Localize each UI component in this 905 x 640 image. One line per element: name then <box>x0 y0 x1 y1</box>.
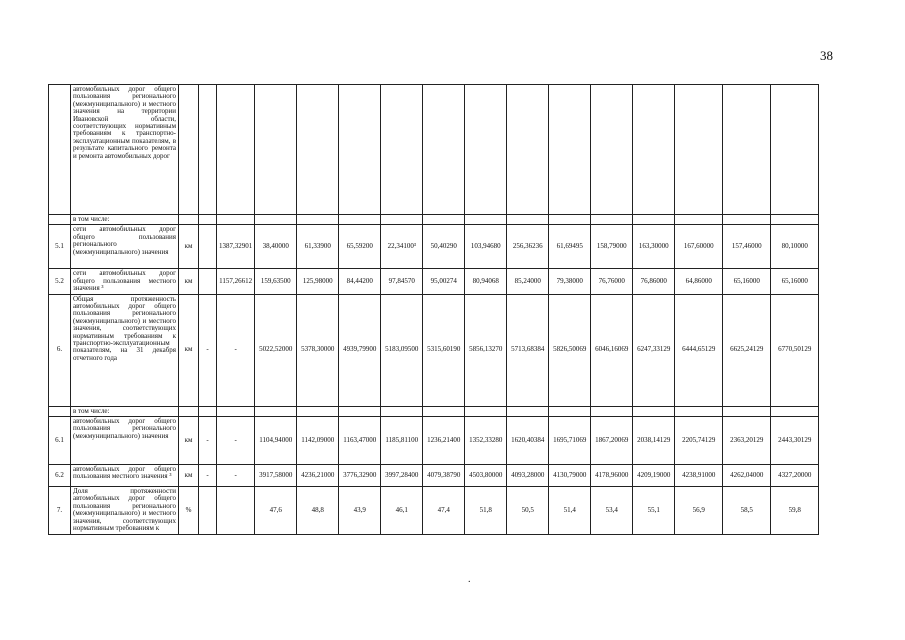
year-value-cell: 1163,47000 <box>339 417 381 465</box>
unit-cell: км <box>179 465 199 487</box>
row-number-cell: 7. <box>49 487 71 535</box>
year-value-cell: 157,46000 <box>723 225 771 269</box>
year-value-cell <box>633 215 675 225</box>
base-year-value-cell: - <box>217 417 255 465</box>
year-value-cell <box>675 406 723 416</box>
unit-cell: км <box>179 294 199 406</box>
year-value-cell: 80,10000 <box>771 225 819 269</box>
indicator-name-cell: автомобильных дорог общего пользования регионального (межмуниципального) и местного значения на территории Ивановской области, соответствующих нормативным требованиям к транспортно-эксплуатационным показателям, в результате капитального ремонта и ремонта автомобильных дорог <box>71 85 179 215</box>
year-value-cell: 64,86000 <box>675 269 723 294</box>
year-value-cell: 80,94068 <box>465 269 507 294</box>
year-value-cell: 4262,04000 <box>723 465 771 487</box>
year-value-cell: 1620,40384 <box>507 417 549 465</box>
year-value-cell: 47,6 <box>255 487 297 535</box>
unit-cell <box>179 406 199 416</box>
year-value-cell: 167,60000 <box>675 225 723 269</box>
base-value-cell <box>199 406 217 416</box>
year-value-cell <box>381 215 423 225</box>
indicator-name-cell: в том числе: <box>71 406 179 416</box>
base-value-cell: - <box>199 417 217 465</box>
base-year-value-cell: 1157,26612 <box>217 269 255 294</box>
year-value-cell <box>723 406 771 416</box>
year-value-cell: 4209,19000 <box>633 465 675 487</box>
indicator-name-cell: в том числе: <box>71 215 179 225</box>
base-value-cell: - <box>199 465 217 487</box>
year-value-cell: 5378,30000 <box>297 294 339 406</box>
base-year-value-cell <box>217 406 255 416</box>
year-value-cell: 4178,96000 <box>591 465 633 487</box>
year-value-cell <box>255 406 297 416</box>
year-value-cell: 61,69495 <box>549 225 591 269</box>
base-year-value-cell <box>217 487 255 535</box>
row-number-cell: 5.1 <box>49 225 71 269</box>
year-value-cell: 2443,30129 <box>771 417 819 465</box>
year-value-cell: 4238,91000 <box>675 465 723 487</box>
year-value-cell <box>633 85 675 215</box>
year-value-cell <box>771 406 819 416</box>
table-row <box>49 85 819 215</box>
year-value-cell: 5183,09500 <box>381 294 423 406</box>
year-value-cell: 5856,13270 <box>465 294 507 406</box>
year-value-cell <box>423 85 465 215</box>
year-value-cell <box>723 85 771 215</box>
year-value-cell: 163,30000 <box>633 225 675 269</box>
table-row <box>49 487 819 535</box>
year-value-cell: 43,9 <box>339 487 381 535</box>
year-value-cell: 76,86000 <box>633 269 675 294</box>
year-value-cell <box>423 406 465 416</box>
row-number-cell <box>49 215 71 225</box>
unit-cell <box>179 85 199 215</box>
table-row <box>49 269 819 294</box>
year-value-cell: 55,1 <box>633 487 675 535</box>
indicator-name-cell: автомобильных дорог общего пользования местного значения ³ <box>71 465 179 487</box>
row-number-cell <box>49 406 71 416</box>
year-value-cell <box>339 215 381 225</box>
year-value-cell <box>549 215 591 225</box>
year-value-cell: 3997,28400 <box>381 465 423 487</box>
indicator-name-cell: Общая протяженность автомобильных дорог общего пользования регионального (межмуниципального) и местного значения, соответствующих нормативным требованиям к транспортно-эксплуатационным показателям, на 31 декабря отчетного года <box>71 294 179 406</box>
unit-cell: % <box>179 487 199 535</box>
year-value-cell: 5826,50069 <box>549 294 591 406</box>
year-value-cell: 51,8 <box>465 487 507 535</box>
year-value-cell: 1104,94000 <box>255 417 297 465</box>
year-value-cell: 4939,79900 <box>339 294 381 406</box>
year-value-cell <box>339 85 381 215</box>
base-value-cell: - <box>199 294 217 406</box>
year-value-cell <box>591 215 633 225</box>
row-number-cell: 6. <box>49 294 71 406</box>
year-value-cell: 65,16000 <box>723 269 771 294</box>
year-value-cell <box>297 85 339 215</box>
row-number-cell <box>49 85 71 215</box>
page-number: 38 <box>820 48 833 63</box>
year-value-cell <box>465 85 507 215</box>
unit-cell: км <box>179 417 199 465</box>
year-value-cell: 4503,80000 <box>465 465 507 487</box>
year-value-cell: 50,5 <box>507 487 549 535</box>
year-value-cell <box>297 406 339 416</box>
year-value-cell: 125,98000 <box>297 269 339 294</box>
table-row <box>49 225 819 269</box>
year-value-cell: 103,94680 <box>465 225 507 269</box>
year-value-cell: 50,40290 <box>423 225 465 269</box>
year-value-cell <box>465 406 507 416</box>
year-value-cell: 85,24000 <box>507 269 549 294</box>
year-value-cell: 5713,68384 <box>507 294 549 406</box>
year-value-cell: 46,1 <box>381 487 423 535</box>
year-value-cell <box>771 215 819 225</box>
year-value-cell: 1185,81100 <box>381 417 423 465</box>
year-value-cell <box>423 215 465 225</box>
year-value-cell: 6046,16069 <box>591 294 633 406</box>
year-value-cell: 1867,20069 <box>591 417 633 465</box>
year-value-cell: 2205,74129 <box>675 417 723 465</box>
table-row <box>49 406 819 416</box>
base-year-value-cell <box>217 215 255 225</box>
indicator-name-cell: автомобильных дорог общего пользования регионального (межмуниципального) значения <box>71 417 179 465</box>
year-value-cell <box>507 406 549 416</box>
base-value-cell <box>199 487 217 535</box>
table-row <box>49 465 819 487</box>
base-year-value-cell: 1387,32901 <box>217 225 255 269</box>
year-value-cell: 61,33900 <box>297 225 339 269</box>
year-value-cell <box>771 85 819 215</box>
year-value-cell: 76,76000 <box>591 269 633 294</box>
year-value-cell: 84,44200 <box>339 269 381 294</box>
year-value-cell: 65,16000 <box>771 269 819 294</box>
year-value-cell: 48,8 <box>297 487 339 535</box>
year-value-cell: 4093,28000 <box>507 465 549 487</box>
year-value-cell: 53,4 <box>591 487 633 535</box>
year-value-cell: 97,84570 <box>381 269 423 294</box>
year-value-cell <box>465 215 507 225</box>
indicators-table <box>48 84 819 535</box>
year-value-cell: 1352,33280 <box>465 417 507 465</box>
indicator-name-cell: сети автомобильных дорог общего пользования регионального (межмуниципального) значения <box>71 225 179 269</box>
base-value-cell <box>199 269 217 294</box>
year-value-cell <box>591 406 633 416</box>
year-value-cell: 58,5 <box>723 487 771 535</box>
year-value-cell: 1142,09000 <box>297 417 339 465</box>
year-value-cell <box>339 406 381 416</box>
table-row <box>49 417 819 465</box>
base-year-value-cell: - <box>217 465 255 487</box>
table-row <box>49 215 819 225</box>
year-value-cell: 3917,58000 <box>255 465 297 487</box>
year-value-cell <box>381 406 423 416</box>
table-row <box>49 294 819 406</box>
year-value-cell <box>549 406 591 416</box>
year-value-cell: 1695,71069 <box>549 417 591 465</box>
year-value-cell: 6247,33129 <box>633 294 675 406</box>
year-value-cell: 51,4 <box>549 487 591 535</box>
year-value-cell <box>549 85 591 215</box>
year-value-cell: 158,79000 <box>591 225 633 269</box>
year-value-cell: 4079,38790 <box>423 465 465 487</box>
year-value-cell <box>255 215 297 225</box>
year-value-cell: 56,9 <box>675 487 723 535</box>
indicator-name-cell: Доля протяженности автомобильных дорог общего пользования регионального (межмуниципального) и местного значения, соответствующих нормативным требованиям к <box>71 487 179 535</box>
year-value-cell: 6770,50129 <box>771 294 819 406</box>
base-year-value-cell <box>217 85 255 215</box>
year-value-cell: 65,59200 <box>339 225 381 269</box>
year-value-cell: 6625,24129 <box>723 294 771 406</box>
base-value-cell <box>199 85 217 215</box>
year-value-cell: 22,34100³ <box>381 225 423 269</box>
year-value-cell: 6444,65129 <box>675 294 723 406</box>
base-value-cell <box>199 225 217 269</box>
row-number-cell: 6.1 <box>49 417 71 465</box>
year-value-cell <box>591 85 633 215</box>
unit-cell: км <box>179 225 199 269</box>
year-value-cell <box>381 85 423 215</box>
year-value-cell: 59,8 <box>771 487 819 535</box>
year-value-cell <box>507 85 549 215</box>
year-value-cell <box>507 215 549 225</box>
year-value-cell <box>675 85 723 215</box>
year-value-cell <box>255 85 297 215</box>
base-value-cell <box>199 215 217 225</box>
year-value-cell: 1236,21400 <box>423 417 465 465</box>
year-value-cell: 79,38000 <box>549 269 591 294</box>
year-value-cell: 2038,14129 <box>633 417 675 465</box>
year-value-cell <box>633 406 675 416</box>
row-number-cell: 6.2 <box>49 465 71 487</box>
year-value-cell: 2363,20129 <box>723 417 771 465</box>
year-value-cell: 256,36236 <box>507 225 549 269</box>
year-value-cell: 3776,32900 <box>339 465 381 487</box>
year-value-cell: 4327,20000 <box>771 465 819 487</box>
unit-cell: км <box>179 269 199 294</box>
year-value-cell <box>723 215 771 225</box>
year-value-cell: 95,00274 <box>423 269 465 294</box>
year-value-cell: 38,40000 <box>255 225 297 269</box>
indicator-name-cell: сети автомобильных дорог общего пользования местного значения ³ <box>71 269 179 294</box>
year-value-cell: 5315,60190 <box>423 294 465 406</box>
year-value-cell: 47,4 <box>423 487 465 535</box>
row-number-cell: 5.2 <box>49 269 71 294</box>
year-value-cell <box>297 215 339 225</box>
year-value-cell: 159,63500 <box>255 269 297 294</box>
footer-mark: . <box>468 574 471 585</box>
year-value-cell: 4236,21000 <box>297 465 339 487</box>
year-value-cell <box>675 215 723 225</box>
year-value-cell: 5022,52000 <box>255 294 297 406</box>
base-year-value-cell: - <box>217 294 255 406</box>
unit-cell <box>179 215 199 225</box>
year-value-cell: 4130,79000 <box>549 465 591 487</box>
